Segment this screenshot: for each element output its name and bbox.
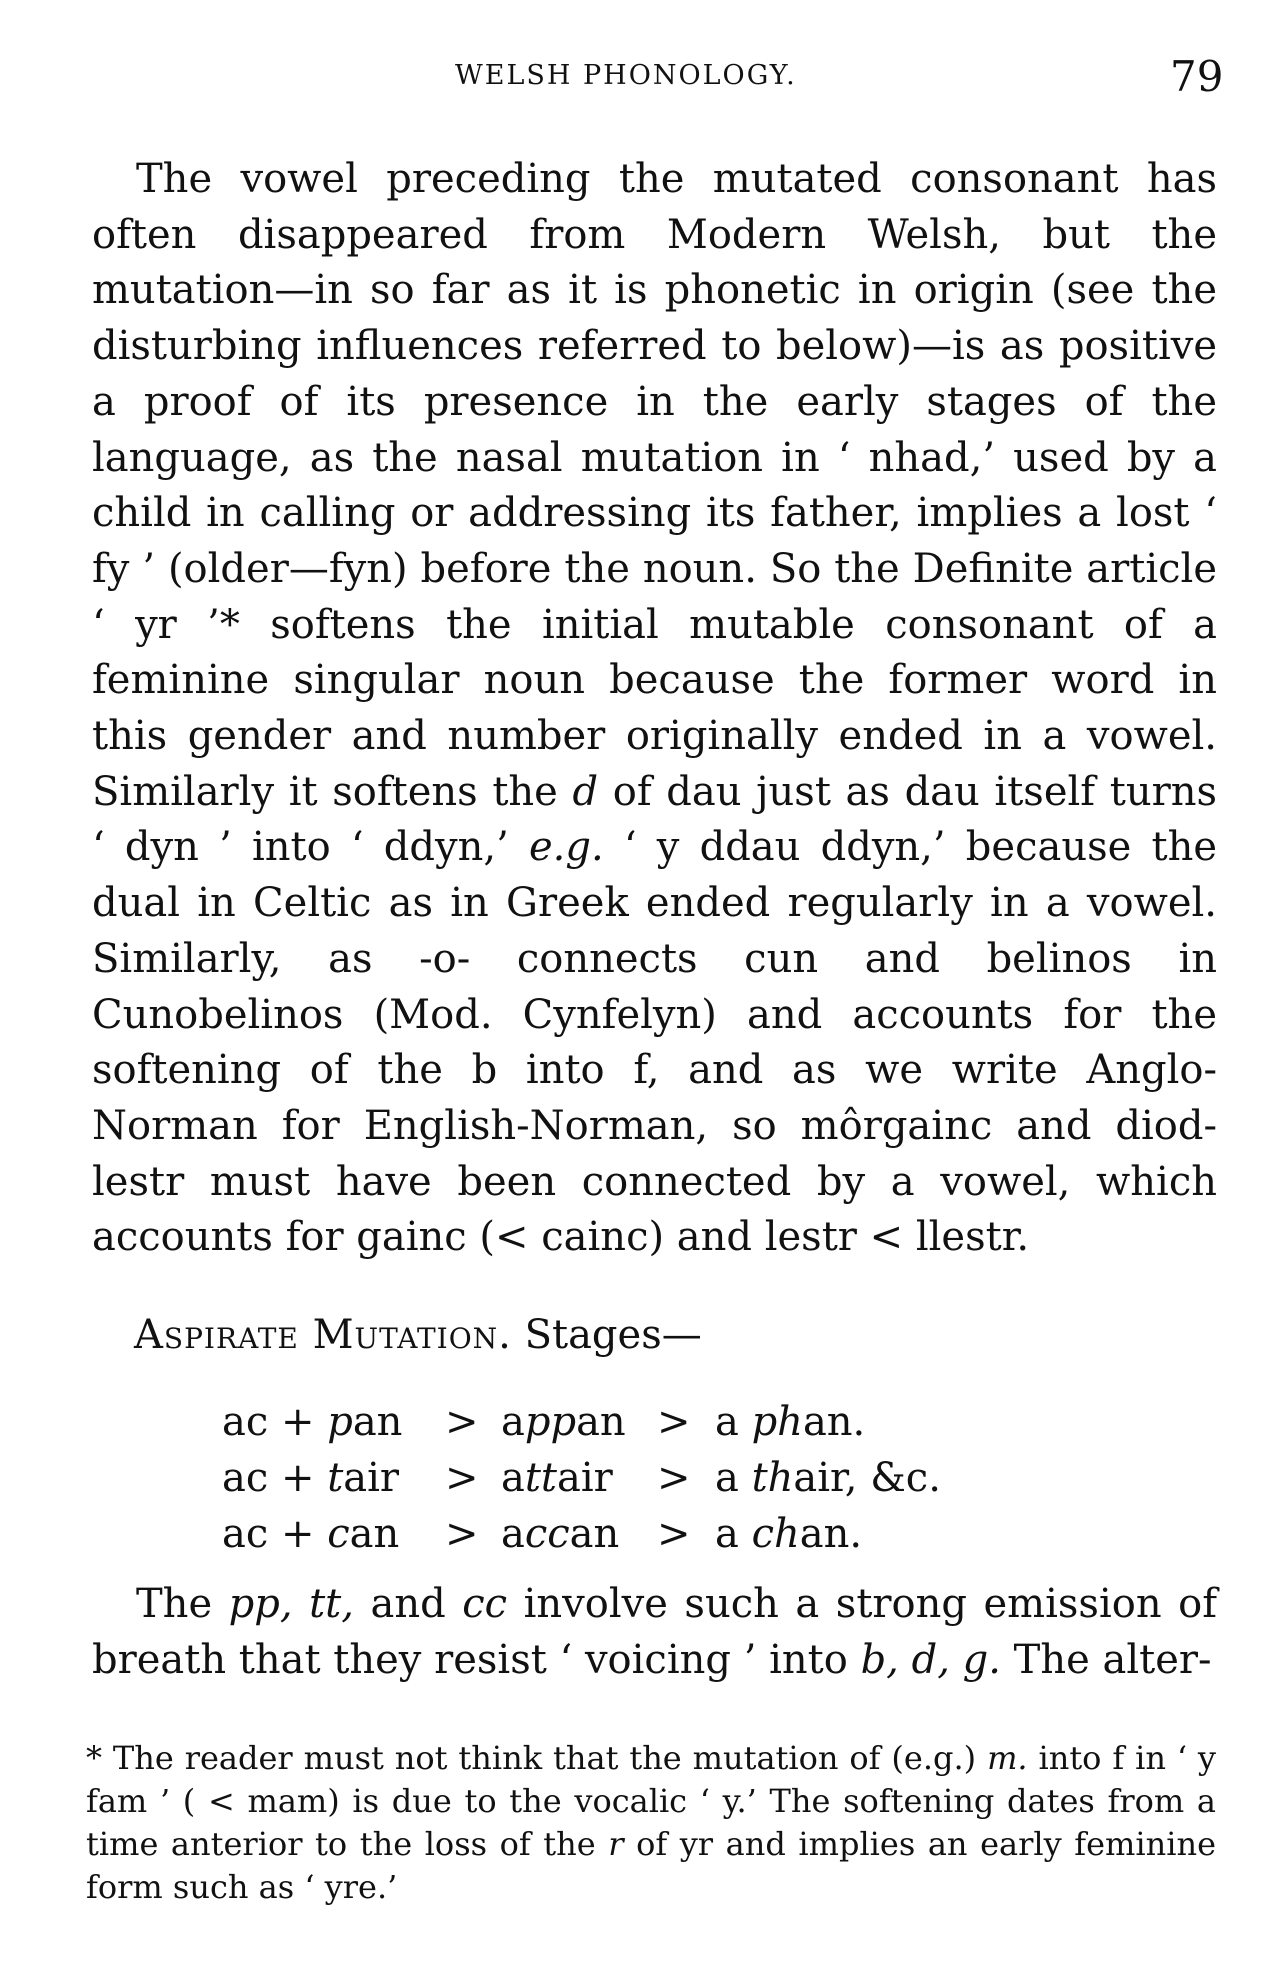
page-number: 79 bbox=[1170, 52, 1224, 101]
running-title: WELSH PHONOLOGY. bbox=[455, 60, 797, 91]
stage-source: ac + can bbox=[222, 1511, 400, 1557]
stage-intermediate: accan bbox=[501, 1511, 620, 1557]
stage-intermediate: attair bbox=[501, 1455, 613, 1501]
stage-arrow: > bbox=[657, 1511, 691, 1557]
section-heading-smallcaps: Aspirate Mutation. bbox=[134, 1312, 512, 1358]
footnote-text: of yr and implies an early feminine form such as ‘ yre.’ bbox=[86, 1825, 1217, 1906]
italic-term: r bbox=[608, 1825, 624, 1863]
paragraph-aspirate bbox=[92, 1577, 1217, 1688]
stages-table bbox=[222, 1394, 941, 1562]
stage-source: ac + pan bbox=[222, 1399, 403, 1445]
stage-result: a thair, &c. bbox=[715, 1455, 941, 1501]
paragraph-text: and bbox=[353, 1581, 463, 1627]
stage-intermediate: appan bbox=[501, 1399, 626, 1445]
italic-term: pp, tt, bbox=[228, 1581, 354, 1627]
paragraph-text: The vowel preceding the mutated consonant has often disappeared from Modern Welsh, but the mutation—in so far as it is phonetic in origin (see the disturbing influences referred to below)—is as positive a proof of its presence in the early stages of the language, as the nasal mutation in ‘ nhad,’ used by a child in calling or addressing its father, implies a lost ‘ fy ’ (older—fyn) before the noun. So the Definite article ‘ yr ’* softens the initial mutable consonant of a feminine singular noun because the former word in this gender and number originally ended in a vowel. Similarly it softens the bbox=[92, 156, 1217, 815]
footnote-text: into f in ‘ y fam ’ ( < mam) is due to the vocalic ‘ y.’ The softening dates from a time anterior to the loss of the bbox=[86, 1739, 1217, 1863]
paragraph-mutation bbox=[92, 152, 1217, 1266]
italic-term: d bbox=[572, 768, 599, 815]
stage-arrow: > bbox=[657, 1399, 691, 1445]
stage-arrow: > bbox=[445, 1511, 479, 1557]
paragraph-text: of dau just as dau itself turns ‘ dyn ’ into ‘ ddyn,’ bbox=[92, 768, 1217, 871]
paragraph-text: The bbox=[136, 1581, 229, 1627]
stage-arrow: > bbox=[445, 1399, 479, 1445]
paragraph-text: ‘ y ddau ddyn,’ because the dual in Celtic as in Greek ended regularly in a vowel. Similarly, as -o- connects cun and belinos in Cunobelinos (Mod. Cynfelyn) and accounts for the softening of the b into f, and as we write Anglo-Norman for English-Norman, so môrgainc and diod-lestr must have been connected by a vowel, which accounts for gainc (< cainc) and lestr < llestr. bbox=[92, 824, 1217, 1261]
stage-arrow: > bbox=[657, 1455, 691, 1501]
stage-row bbox=[222, 1506, 941, 1562]
stage-result: a chan. bbox=[715, 1511, 863, 1557]
paragraph-text: The alter- bbox=[1000, 1636, 1212, 1683]
stage-source: ac + tair bbox=[222, 1455, 400, 1501]
italic-abbrev: e.g. bbox=[528, 824, 604, 871]
stage-row bbox=[222, 1394, 941, 1450]
stage-row bbox=[222, 1450, 941, 1506]
section-heading-rest: Stages— bbox=[511, 1312, 702, 1358]
stage-arrow: > bbox=[445, 1455, 479, 1501]
footnote-text: * The reader must not think that the mutation of (e.g.) bbox=[86, 1739, 988, 1777]
paragraph-text: involve such a strong emission of breath that they resist ‘ voicing ’ into bbox=[92, 1581, 1218, 1683]
footnote bbox=[86, 1737, 1216, 1909]
section-heading bbox=[134, 1312, 702, 1358]
italic-term: b, d, g. bbox=[860, 1636, 1001, 1683]
stage-result: a phan. bbox=[715, 1399, 866, 1445]
italic-term: m. bbox=[987, 1739, 1028, 1777]
italic-term: cc bbox=[462, 1581, 508, 1627]
